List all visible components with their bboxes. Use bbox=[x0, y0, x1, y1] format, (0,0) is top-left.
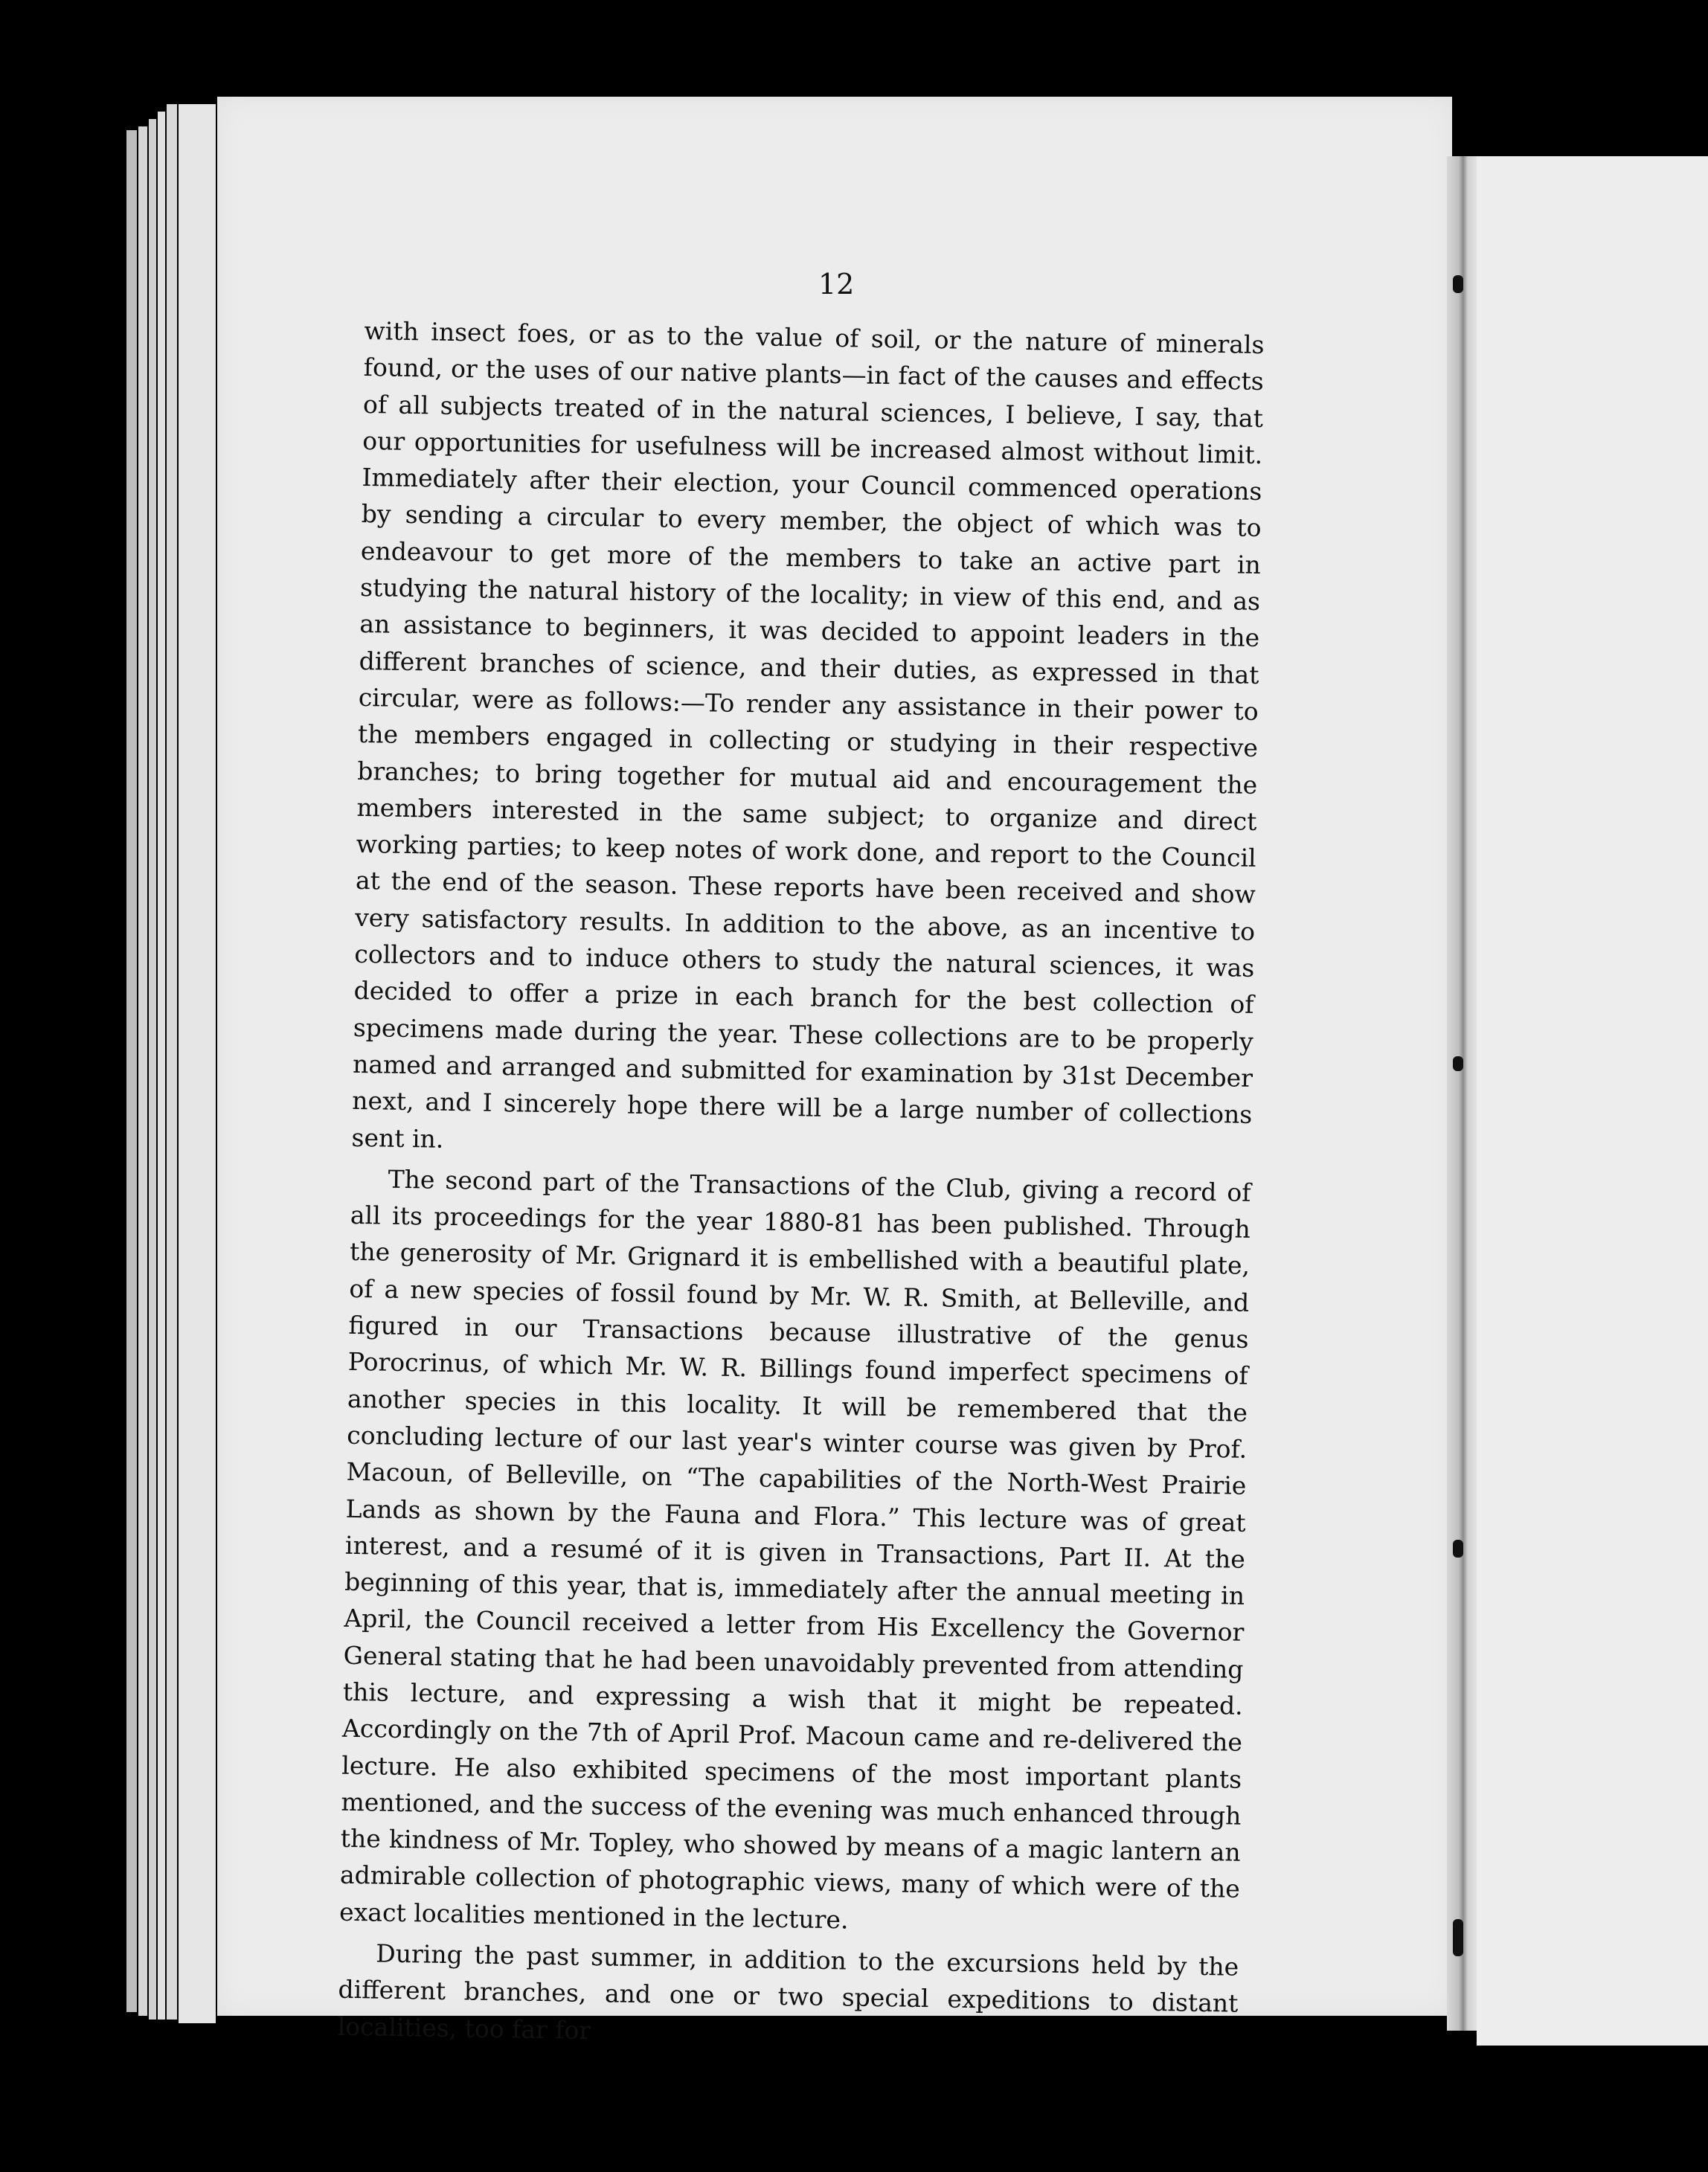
page-number: 12 bbox=[818, 268, 855, 301]
page-edge bbox=[179, 104, 216, 2023]
spine-mark bbox=[1453, 1056, 1463, 1071]
spine-mark bbox=[1453, 1540, 1463, 1558]
paragraph: During the past summer, in addition to the excursions held by the different branches, and one or two special expeditions to distant localities, too far for bbox=[337, 1938, 1239, 2045]
page-edge bbox=[167, 104, 177, 2020]
spine-mark bbox=[1453, 275, 1463, 293]
page-edge bbox=[126, 130, 137, 2012]
page-edge bbox=[158, 112, 165, 2020]
spine-mark bbox=[1453, 1919, 1463, 1956]
page-edge bbox=[149, 119, 156, 2020]
paragraph: with insect foes, or as to the value of soil, or the nature of minerals found, or the uses of our native plants—in fact of the causes and effects of all subjects treated of in the natural sciences, I believe, I say, that our opportunities for usefulness will be increased almost without limit. Immediately after their election, your Council commenced operations by sending a circular to every member, the object of which was to endeavour to get more of the members to take an active part in studying the natural history of the locality; in view of this end, and as an assistance to beginners, it was decided to appoint leaders in the different branches of science, and their duties, as expressed in that circular, were as follows:—To render any assistance in their power to the members engaged in collecting or studying in their respective branches; to bring together for mutual aid and encouragement the members interested in the same subject; to organize and direct working parties; to keep notes of work done, and report to the Council at the end of the season. These reports have been received and show very satisfactory results. In addition to the above, as an incentive to collectors and to induce others to study the natural sciences, it was decided to offer a prize in each branch for the best collection of specimens made during the year. These collections are to be properly named and arranged and submitted for examination by 31st December next, and I sincerely hope there will be a large number of collections sent in. bbox=[351, 315, 1265, 1154]
body-text bbox=[337, 312, 1264, 2059]
right-page bbox=[1477, 156, 1708, 2046]
book-spine bbox=[1447, 156, 1477, 2031]
page-edge bbox=[138, 126, 147, 2016]
paragraph: The second part of the Transactions of the Club, giving a record of all its proceedings for the year 1880-81 has been published. Through the generosity of Mr. Grignard it is embellished with a beautiful plate, of a new species of fossil found by Mr. W. R. Smith, at Belleville, and figured in our Transactions because illustrative of the genus Porocrinus, of which Mr. W. R. Billings found imperfect specimens of another species in this locality. It will be remembered that the concluding lecture of our last year's winter course was given by Prof. Macoun, of Belleville, on “The capabilities of the North-West Prairie Lands as shown by the Fauna and Flora.” This lecture was of great interest, and a resumé of it is given in Transactions, Part II. At the beginning of this year, that is, immediately after the annual meeting in April, the Council received a letter from His Excellency the Governor General stating that he had been unavoidably prevented from attending this lecture, and expressing a wish that it might be repeated. Accordingly on the 7th of April Prof. Macoun came and re-delivered the lecture. He also exhibited specimens of the most important plants mentioned, and the success of the evening was much enhanced through the kindness of Mr. Topley, who showed by means of a magic lantern an admirable collection of photographic views, many of which were of the exact localities mentioned in the lecture. bbox=[338, 1164, 1251, 1935]
